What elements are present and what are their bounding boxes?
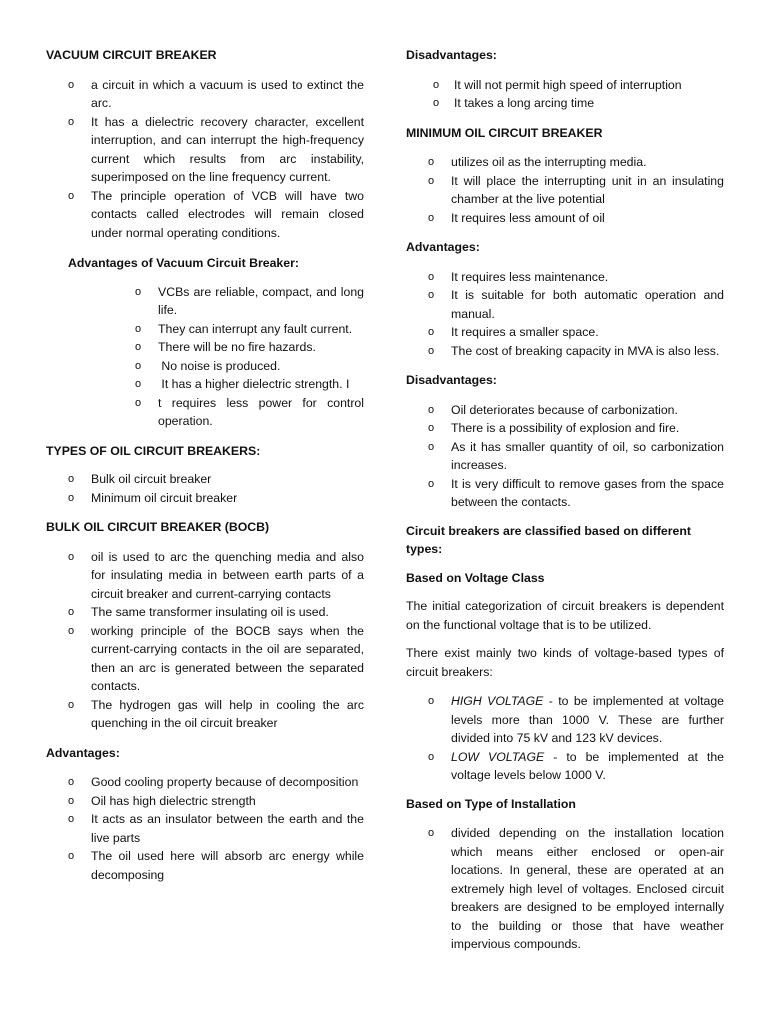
low-voltage-text: - to be implemented at the voltage levels below 1000 V.: [451, 749, 724, 782]
bullet-icon: o: [428, 477, 435, 490]
bocb-disadvantages-list: [406, 76, 724, 113]
list-item: [406, 692, 724, 748]
list-item: o As it has smaller quantity of oil, so carbonization increases.: [428, 439, 724, 472]
mocb-disadvantages-list: [406, 401, 724, 512]
list-item: o utilizes oil as the interrupting media.: [406, 153, 724, 172]
bocb-list: [46, 548, 364, 733]
list-item: o They can interrupt any fault current.: [46, 320, 364, 339]
list-item: o The same transformer insulating oil is used.: [46, 603, 364, 622]
bocb-advantages-heading: Advantages:: [46, 745, 120, 760]
installation-heading: Based on Type of Installation: [406, 796, 576, 811]
bullet-icon: o: [428, 440, 435, 453]
bullet-icon: o: [135, 285, 142, 298]
bullet-icon: o: [135, 322, 142, 335]
bullet-icon: o: [68, 698, 75, 711]
bullet-icon: o: [428, 695, 435, 707]
left-column: [46, 46, 364, 884]
bullet-icon: o: [68, 850, 75, 862]
bullet-icon: o: [68, 78, 75, 91]
list-item: o oil is used to arc the quenching media and also for insulating media in between earth parts of a circuit breaker and current-carrying contacts: [68, 549, 364, 601]
list-item: o Oil deteriorates because of carbonization.: [406, 401, 724, 420]
vcb-heading: VACUUM CIRCUIT BREAKER: [46, 48, 217, 62]
bullet-icon: o: [68, 606, 75, 618]
list-item: o There will be no fire hazards.: [46, 338, 364, 357]
voltage-class-heading: Based on Voltage Class: [406, 570, 545, 585]
list-item: o Minimum oil circuit breaker: [46, 489, 364, 508]
high-voltage-text: - to be implemented at voltage levels more than 1000 V. These are further divided into 75 kV and 123 kV devices.: [451, 694, 724, 745]
mocb-advantages-list: [406, 268, 724, 361]
list-item: o The principle operation of VCB will have two contacts called electrodes will remain closed under normal operating conditions.: [68, 188, 364, 240]
bullet-icon: o: [433, 97, 440, 109]
bullet-icon: o: [68, 813, 75, 825]
list-item: o It is very difficult to remove gases from the space between the contacts.: [428, 476, 724, 509]
bullet-icon: o: [428, 174, 435, 187]
low-voltage-label: LOW VOLTAGE: [451, 749, 545, 764]
bullet-icon: o: [428, 827, 435, 839]
voltage-types-list: [406, 692, 724, 785]
list-item: o It will place the interrupting unit in an insulating chamber at the live potential: [428, 173, 724, 206]
mocb-disadvantages-heading: Disadvantages:: [406, 373, 497, 387]
mocb-advantages-heading: Advantages:: [406, 240, 480, 254]
bullet-icon: o: [428, 750, 435, 763]
types-heading: TYPES OF OIL CIRCUIT BREAKERS:: [46, 443, 261, 458]
list-item: o It requires less amount of oil: [406, 209, 724, 228]
list-item: o It requires a smaller space.: [406, 323, 724, 342]
bullet-icon: o: [428, 326, 435, 338]
bullet-icon: o: [68, 189, 75, 202]
bullet-icon: o: [68, 794, 75, 807]
list-item: o Good cooling property because of decomposition: [46, 773, 364, 792]
bocb-heading: BULK OIL CIRCUIT BREAKER (BOCB): [46, 520, 270, 534]
bullet-icon: o: [433, 78, 440, 91]
bullet-icon: o: [68, 473, 75, 485]
list-item: o It has a dielectric recovery character, excellent interruption, and can interrupt the high-frequency current which results from arc instability, superimposed on the line frequency current.: [68, 114, 364, 184]
list-item: o VCBs are reliable, compact, and long life.: [135, 284, 364, 317]
vcb-advantages-heading: Advantages of Vacuum Circuit Breaker:: [68, 256, 299, 270]
bullet-icon: o: [135, 341, 142, 353]
mocb-heading: MINIMUM OIL CIRCUIT BREAKER: [406, 125, 603, 140]
list-item: o It is suitable for both automatic operation and manual.: [428, 288, 724, 321]
list-item: o No noise is produced.: [46, 357, 364, 376]
list-item: o working principle of the BOCB says when the current-carrying contacts in the oil are separated, then an arc is generated between the separated contacts.: [68, 623, 364, 693]
bullet-icon: o: [68, 776, 75, 788]
bullet-icon: o: [428, 403, 435, 416]
bullet-icon: o: [135, 359, 142, 372]
list-item: o divided depending on the installation location which means either enclosed or open-air locations. In general, these are operated at an extremely high level of voltages. Enclosed circuit breakers are designed to be employed internally to the building or those that have weather impervious compounds.: [428, 826, 724, 951]
bullet-icon: o: [428, 289, 435, 301]
installation-list: [406, 824, 724, 954]
list-item: o Oil has high dielectric strength: [46, 792, 364, 811]
bocb-advantages-list: [46, 773, 364, 884]
vcb-list: [46, 76, 364, 243]
list-item: o It acts as an insulator between the earth and the live parts: [68, 812, 364, 845]
list-item: o t requires less power for control operation.: [135, 395, 364, 428]
voltage-paragraph-2: There exist mainly two kinds of voltage-based types of circuit breakers:: [406, 646, 724, 679]
bullet-icon: o: [428, 344, 435, 357]
mocb-list: [406, 153, 724, 227]
list-item: o It has a higher dielectric strength. I: [46, 375, 364, 394]
bocb-disadvantages-heading: Disadvantages:: [406, 48, 497, 62]
list-item: o The hydrogen gas will help in cooling the arc quenching in the oil circuit breaker: [68, 697, 364, 730]
list-item: o The cost of breaking capacity in MVA is also less.: [406, 342, 724, 361]
bullet-icon: o: [428, 422, 435, 434]
bullet-icon: o: [428, 270, 435, 283]
list-item: o It requires less maintenance.: [406, 268, 724, 287]
vcb-advantages-list: [46, 283, 364, 431]
right-column: [406, 46, 724, 954]
list-item: [406, 748, 724, 785]
list-item: o It takes a long arcing time: [406, 94, 724, 113]
bullet-icon: o: [135, 396, 142, 409]
voltage-paragraph-1: The initial categorization of circuit breakers is dependent on the functional voltage that is to be utilized.: [406, 599, 724, 632]
classified-heading: Circuit breakers are classified based on different types:: [406, 523, 691, 556]
list-item: o The oil used here will absorb arc energy while decomposing: [68, 849, 364, 882]
bullet-icon: o: [428, 211, 435, 224]
bullet-icon: o: [68, 115, 75, 128]
list-item: o a circuit in which a vacuum is used to extinct the arc.: [68, 77, 364, 110]
list-item: o Bulk oil circuit breaker: [46, 470, 364, 489]
high-voltage-label: HIGH VOLTAGE: [451, 694, 544, 708]
bullet-icon: o: [68, 550, 75, 563]
bullet-icon: o: [68, 491, 75, 504]
list-item: o There is a possibility of explosion and fire.: [406, 419, 724, 438]
bullet-icon: o: [428, 156, 435, 168]
bullet-icon: o: [68, 624, 75, 637]
types-list: [46, 470, 364, 507]
bullet-icon: o: [135, 378, 142, 390]
list-item: o It will not permit high speed of interruption: [406, 76, 724, 95]
